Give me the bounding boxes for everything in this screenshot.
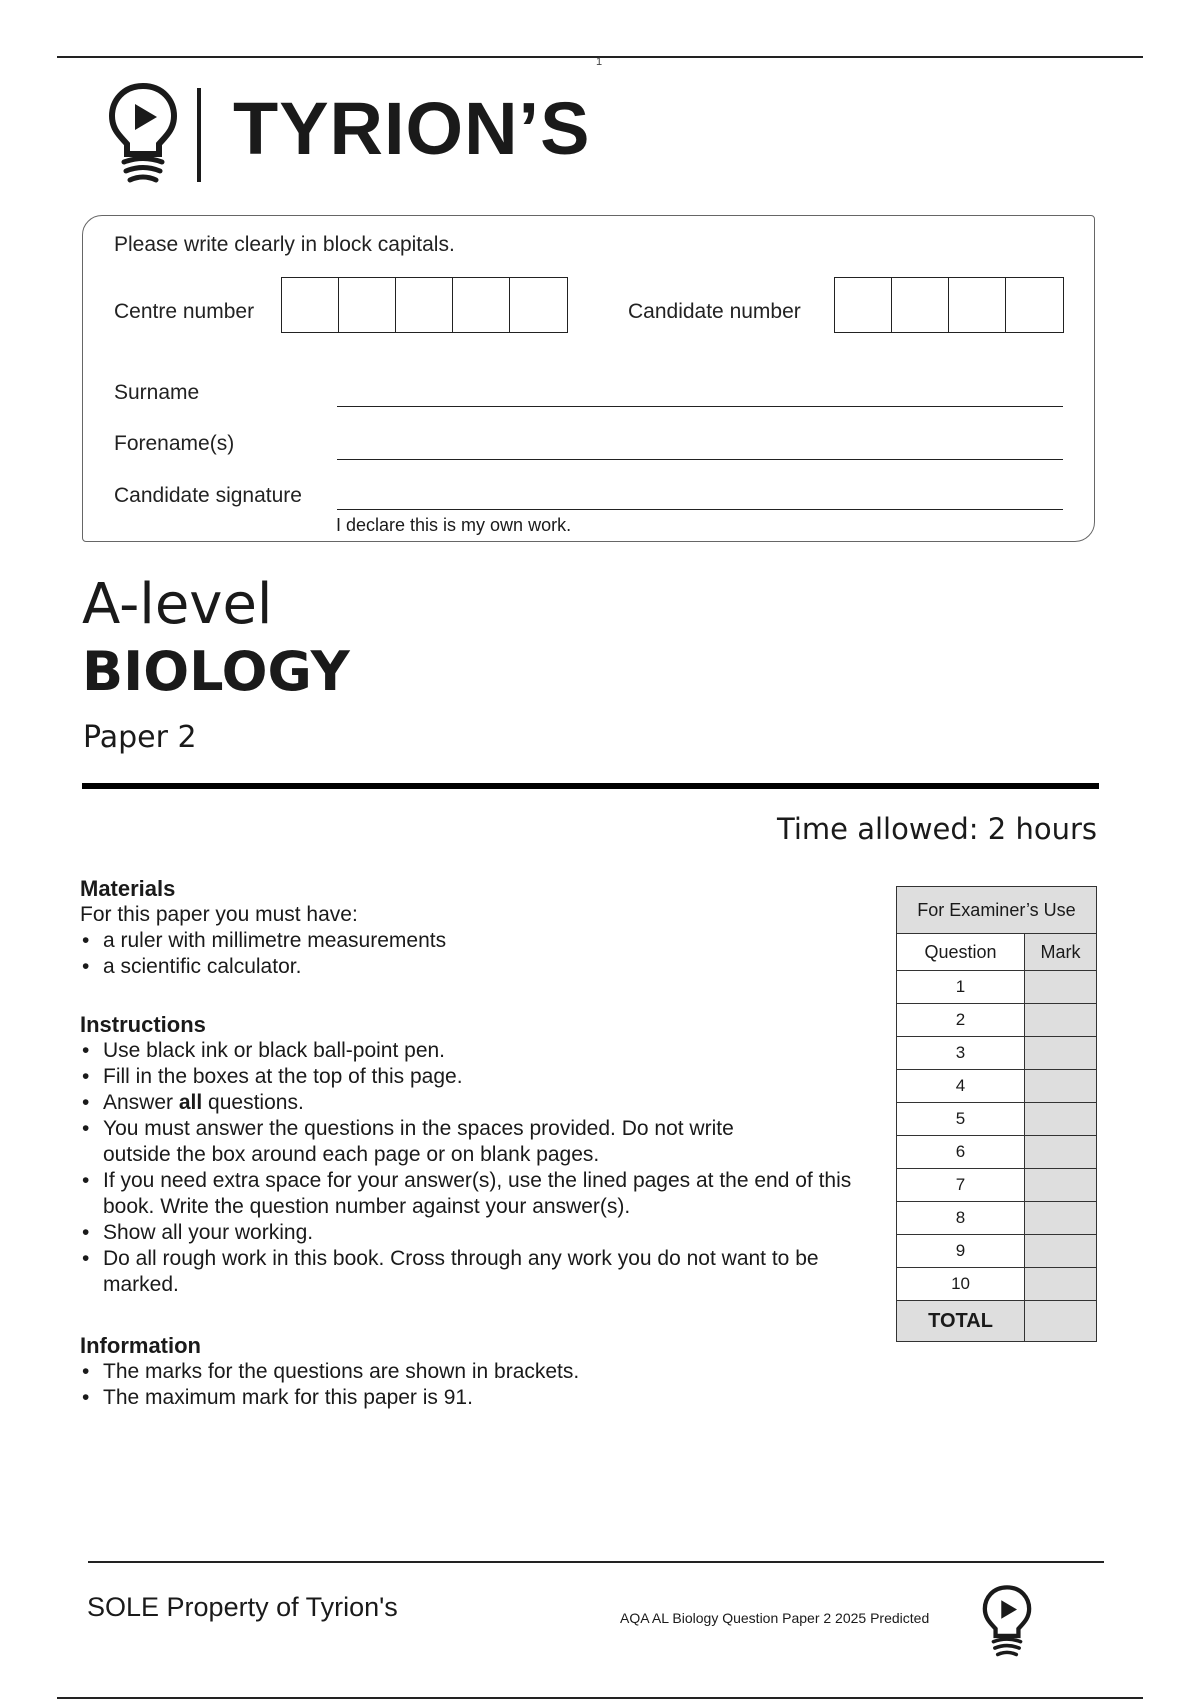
title-divider: [82, 783, 1099, 789]
centre-number-label: Centre number: [114, 300, 255, 323]
instruction-item: • Answer all questions.: [80, 1090, 860, 1116]
instruction-item: • Fill in the boxes at the top of this page.: [80, 1064, 860, 1090]
paper-number: Paper 2: [83, 720, 197, 755]
footer-owner: SOLE Property of Tyrion's: [87, 1592, 398, 1622]
subject-title: BIOLOGY: [82, 640, 350, 703]
mark-cell: [1025, 1136, 1097, 1169]
footer-document-name: AQA AL Biology Question Paper 2 2025 Predicted: [620, 1610, 930, 1626]
question-number: 1: [897, 971, 1025, 1004]
instruction-item: • You must answer the questions in the spaces provided. Do not write outside the box around each page or on blank pages.: [80, 1116, 793, 1168]
information-item: • The maximum mark for this paper is 91.: [80, 1385, 880, 1411]
footer-rule: [88, 1561, 1104, 1563]
materials-section: [80, 875, 880, 980]
mark-cell: [1025, 1070, 1097, 1103]
examiner-use-table: [896, 886, 1097, 1342]
question-column-header: Question: [897, 934, 1025, 971]
mark-cell: [1025, 1268, 1097, 1301]
page-number: 1: [596, 56, 603, 68]
block-capitals-instruction: Please write clearly in block capitals.: [114, 233, 455, 256]
question-number: 4: [897, 1070, 1025, 1103]
candidate-number-digit[interactable]: [835, 278, 892, 332]
question-number: 5: [897, 1103, 1025, 1136]
instruction-item: • If you need extra space for your answer(s), use the lined pages at the end of this book. Write the question number against your answer(s).: [80, 1168, 860, 1220]
centre-number-digit[interactable]: [339, 278, 396, 332]
question-number: 10: [897, 1268, 1025, 1301]
information-section: [80, 1332, 880, 1411]
mark-cell: [1025, 971, 1097, 1004]
question-number: 3: [897, 1037, 1025, 1070]
candidate-number-label: Candidate number: [628, 300, 801, 323]
signature-field[interactable]: [337, 509, 1063, 510]
instructions-heading: Instructions: [80, 1012, 206, 1037]
mark-cell: [1025, 1037, 1097, 1070]
signature-label: Candidate signature: [114, 484, 302, 507]
logo-divider: [197, 88, 201, 182]
centre-number-digit[interactable]: [396, 278, 453, 332]
centre-number-boxes: [281, 277, 568, 333]
total-label: TOTAL: [897, 1301, 1025, 1342]
materials-item: • a ruler with millimetre measurements: [80, 928, 880, 954]
materials-item: • a scientific calculator.: [80, 954, 880, 980]
forename-field[interactable]: [337, 459, 1063, 460]
question-number: 2: [897, 1004, 1025, 1037]
mark-column-header: Mark: [1025, 934, 1097, 971]
candidate-number-boxes: [834, 277, 1064, 333]
mark-cell: [1025, 1004, 1097, 1037]
question-number: 7: [897, 1169, 1025, 1202]
forename-label: Forename(s): [114, 432, 235, 455]
instruction-item: • Use black ink or black ball-point pen.: [80, 1038, 860, 1064]
examiner-table-title: For Examiner’s Use: [897, 887, 1097, 934]
surname-label: Surname: [114, 381, 200, 404]
question-number: 9: [897, 1235, 1025, 1268]
brand-name: TYRION’S: [233, 87, 591, 170]
centre-number-digit[interactable]: [453, 278, 510, 332]
question-number: 6: [897, 1136, 1025, 1169]
mark-cell: [1025, 1202, 1097, 1235]
qualification-level: A-level: [82, 572, 273, 637]
lightbulb-logo-icon: [108, 82, 178, 187]
total-mark-cell: [1025, 1301, 1097, 1342]
instructions-section: [80, 1011, 860, 1298]
mark-cell: [1025, 1103, 1097, 1136]
information-item: • The marks for the questions are shown in brackets.: [80, 1359, 880, 1385]
surname-field[interactable]: [337, 406, 1063, 407]
lightbulb-logo-icon: [982, 1582, 1032, 1662]
candidate-number-digit[interactable]: [892, 278, 949, 332]
time-allowed: Time allowed: 2 hours: [777, 812, 1097, 846]
bottom-rule: [57, 1697, 1143, 1699]
mark-cell: [1025, 1169, 1097, 1202]
declaration-text: I declare this is my own work.: [336, 515, 572, 535]
instruction-item: • Show all your working.: [80, 1220, 860, 1246]
question-number: 8: [897, 1202, 1025, 1235]
candidate-number-digit[interactable]: [1006, 278, 1063, 332]
centre-number-digit[interactable]: [282, 278, 339, 332]
materials-intro: For this paper you must have:: [80, 903, 358, 926]
instruction-item: • Do all rough work in this book. Cross through any work you do not want to be marked.: [80, 1246, 843, 1298]
candidate-number-digit[interactable]: [949, 278, 1006, 332]
information-heading: Information: [80, 1333, 201, 1358]
materials-heading: Materials: [80, 876, 176, 901]
mark-cell: [1025, 1235, 1097, 1268]
centre-number-digit[interactable]: [510, 278, 567, 332]
